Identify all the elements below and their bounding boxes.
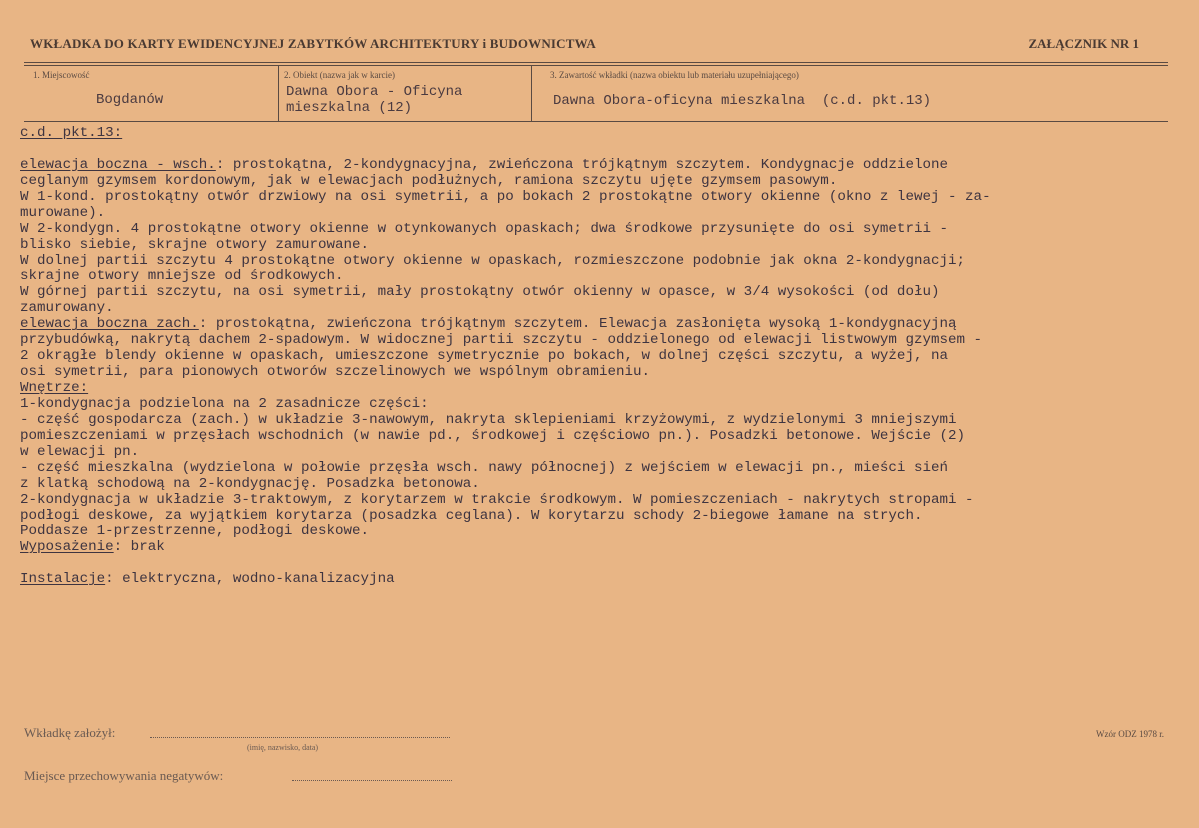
text-segment: - część gospodarcza (zach.) w układzie 3-nawowym, nakryta sklepieniami krzyżowymi, z wydzielonymi 3 mniejszymi [20, 411, 957, 428]
text-line [20, 365, 1180, 381]
text-segment: 2-kondygnacja w układzie 3-traktowym, z korytarzem w trakcie środkowym. W pomieszczeniach - nakrytych stropami - [20, 491, 974, 508]
annex-number: ZAŁĄCZNIK NR 1 [1028, 36, 1139, 51]
field-divider-1 [278, 66, 279, 121]
text-segment: ceglanym gzymsem kordonowym, jak w elewacjach podłużnych, ramiona szczytu ujęte gzymsem pasowym. [20, 172, 838, 189]
content-label: 3. Zawartość wkładki (nazwa obiektu lub materiału uzupełniającego) [550, 70, 799, 80]
text-segment: skrajne otwory mniejsze od środkowych. [20, 268, 344, 285]
text-segment: osi symetrii, para pionowych otworów szczelinowych we wspólnym obramieniu. [20, 364, 651, 381]
text-segment: w elewacji pn. [20, 443, 140, 460]
text-line [20, 174, 1180, 190]
form-id: Wzór ODZ 1978 r. [1096, 729, 1164, 739]
text-line [20, 493, 1180, 509]
text-line [20, 509, 1180, 525]
text-line [20, 285, 1180, 301]
text-line [20, 556, 1180, 572]
text-line [20, 477, 1180, 493]
text-segment: Poddasze 1-przestrzenne, podłogi deskowe. [20, 523, 370, 540]
text-line [20, 524, 1180, 540]
section-heading: Wyposażenie [20, 539, 114, 556]
text-line [20, 254, 1180, 270]
text-line [20, 429, 1180, 445]
text-line [20, 142, 1180, 158]
text-line [20, 126, 1180, 142]
text-line [20, 540, 1180, 556]
text-line [20, 158, 1180, 174]
section-heading: Wnętrze: [20, 380, 89, 396]
description-text [20, 126, 1180, 588]
section-heading: elewacja boczna - wsch. [20, 156, 216, 173]
storage-label: Miejsce przechowywania negatywów: [24, 768, 224, 783]
text-line [20, 381, 1180, 397]
text-line [20, 190, 1180, 206]
text-line [20, 269, 1180, 285]
text-segment: 1-kondygnacja podzielona na 2 zasadnicze części: [20, 395, 429, 412]
creator-label: Wkładkę założył: [24, 725, 116, 740]
text-line [20, 222, 1180, 238]
locality-label: 1. Miejscowość [33, 70, 90, 80]
text-segment: W 2-kondygn. 4 prostokątne otwory okienne w otynkowanych opaskach; dwa środkowe przysunięte do osi symetrii - [20, 220, 949, 237]
text-line [20, 317, 1180, 333]
storage-line [292, 780, 452, 781]
text-line [20, 349, 1180, 365]
object-value: Dawna Obora - Oficyna mieszkalna (12) [286, 84, 463, 116]
text-segment: z klatką schodową na 2-kondygnację. Posadzka betonowa. [20, 475, 480, 492]
text-segment: - część mieszkalna (wydzielona w połowie przęsła wsch. nawy północnej) z wejściem w elewacji pn., mieści sień [20, 459, 949, 476]
text-line [20, 445, 1180, 461]
text-segment: : elektryczna, wodno-kanalizacyjna [105, 571, 395, 588]
text-line [20, 413, 1180, 429]
text-segment: murowane). [20, 204, 106, 221]
text-segment: zamurowany. [20, 300, 114, 317]
section-heading: elewacja boczna zach. [20, 316, 199, 333]
fields-rule [24, 121, 1168, 122]
text-line [20, 206, 1180, 222]
field-divider-2 [531, 66, 532, 121]
text-segment: W 1-kond. prostokątny otwór drzwiowy na osi symetrii, a po bokach 2 prostokątne otwory okienne (okno z lewej - za- [20, 188, 991, 205]
locality-value: Bogdanów [96, 92, 164, 108]
section-heading: Instalacje [20, 571, 106, 588]
creator-note: (imię, nazwisko, data) [247, 743, 319, 752]
text-segment: : prostokątna, 2-kondygnacyjna, zwieńczona trójkątnym szczytem. Kondygnacje oddzielone [215, 156, 949, 173]
text-segment: pomieszczeniami w przęsłach wschodnich (w nawie pd., środkowej i częściowo pn.). Posadzki betonowe. Wejście (2) [20, 427, 966, 444]
text-segment: W górnej partii szczytu, na osi symetrii, mały prostokątny otwór okienny w opasce, w 3/4 wysokości (od dołu) [20, 284, 940, 301]
text-segment: : brak [113, 539, 165, 556]
text-line [20, 572, 1180, 588]
text-segment: przybudówką, nakrytą dachem 2-spadowym. W widocznej partii szczytu - oddzielonego od elewacji listwowym gzymsem - [20, 332, 983, 349]
content-value: Dawna Obora-oficyna mieszkalna (c.d. pkt.13) [553, 93, 932, 109]
text-segment: W dolnej partii szczytu 4 prostokątne otwory okienne w opaskach, rozmieszczone podobnie jak okna 2-kondygnacji; [20, 252, 966, 269]
text-line [20, 333, 1180, 349]
text-line [20, 397, 1180, 413]
section-heading: c.d. pkt.13: [20, 125, 123, 141]
text-segment: blisko siebie, skrajne otwory zamurowane. [20, 236, 370, 253]
header-rule [24, 62, 1168, 66]
object-label: 2. Obiekt (nazwa jak w karcie) [284, 70, 395, 80]
text-line [20, 301, 1180, 317]
text-segment: 2 okrągłe blendy okienne w opaskach, umieszczone symetrycznie po bokach, w dolnej części szczytu, a wyżej, na [20, 348, 949, 365]
form-title: WKŁADKA DO KARTY EWIDENCYJNEJ ZABYTKÓW ARCHITEKTURY i BUDOWNICTWA [30, 36, 596, 51]
text-line [20, 238, 1180, 254]
text-segment: podłogi deskowe, za wyjątkiem korytarza (posadzka ceglana). W korytarzu schody 2-biegowe łamane na strych. [20, 507, 923, 524]
text-segment: : prostokątna, zwieńczona trójkątnym szczytem. Elewacja zasłonięta wysoką 1-kondygnacyjną [198, 316, 957, 333]
text-line [20, 461, 1180, 477]
creator-line [150, 737, 450, 738]
